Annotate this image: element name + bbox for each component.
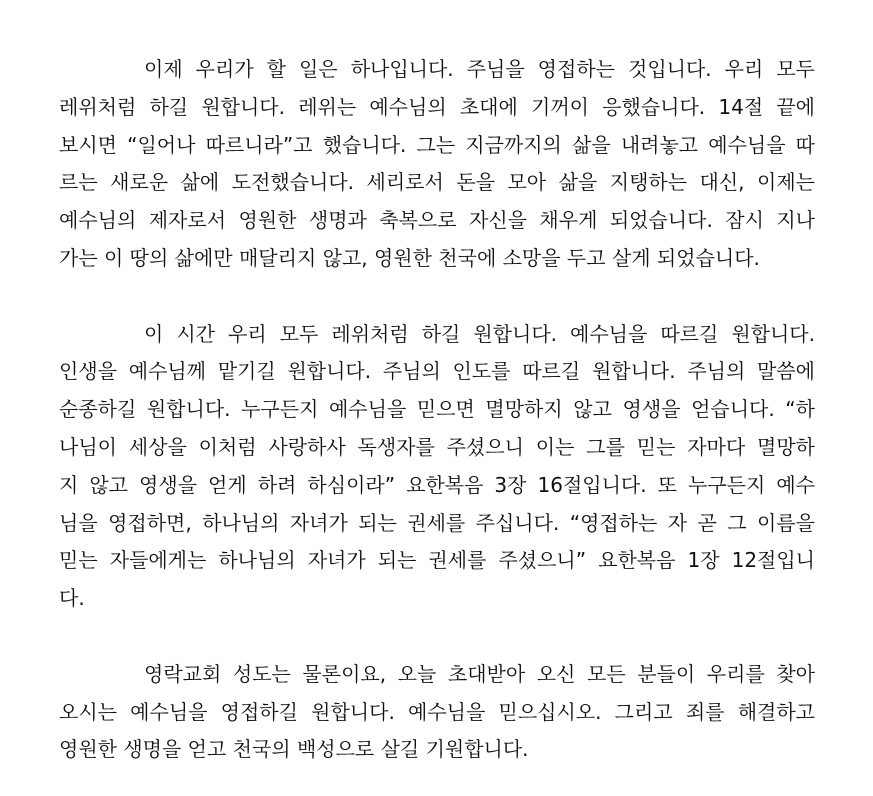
text-line: 가는 이 땅의 삶에만 매달리지 않고, 영원한 천국에 소망을 두고 살게 되었습니다. bbox=[59, 245, 760, 270]
text-line: 레위처럼 하길 원합니다. 레위는 예수님의 초대에 기꺼이 응했습니다. 14절 끝에 bbox=[59, 94, 815, 119]
text-line: 이 시간 우리 모두 레위처럼 하길 원합니다. 예수님을 따르길 원합니다. bbox=[144, 321, 815, 346]
text-line: 영락교회 성도는 물론이요, 오늘 초대받아 오신 모든 분들이 우리를 찾아 bbox=[144, 661, 815, 686]
paragraph-gap bbox=[59, 618, 815, 656]
text-line: 영원한 생명을 얻고 천국의 백성으로 살길 기원합니다. bbox=[59, 737, 529, 762]
text-line: 보시면 “일어나 따르니라”고 했습니다. 그는 지금까지의 삶을 내려놓고 예수님을 따 bbox=[59, 132, 815, 157]
text-line: 오시는 예수님을 영접하길 원합니다. 예수님을 믿으십시오. 그리고 죄를 해결하고 bbox=[59, 699, 815, 724]
text-line: 님을 영접하면, 하나님의 자녀가 되는 권세를 주십니다. “영접하는 자 곧 그 이름을 bbox=[59, 510, 815, 535]
text-line: 인생을 예수님께 맡기길 원합니다. 주님의 인도를 따르길 원합니다. 주님의 말씀에 bbox=[59, 359, 815, 384]
paragraph-2 bbox=[59, 316, 815, 618]
text-line: 이제 우리가 할 일은 하나입니다. 주님을 영접하는 것입니다. 우리 모두 bbox=[144, 57, 815, 81]
paragraph-gap bbox=[59, 278, 815, 316]
text-line: 르는 새로운 삶에 도전했습니다. 세리로서 돈을 모아 삶을 지탱하는 대신, 이제는 bbox=[59, 170, 815, 195]
text-line: 지 않고 영생을 얻게 하려 하심이라” 요한복음 3장 16절입니다. 또 누구든지 예수 bbox=[59, 472, 815, 497]
paragraph-3 bbox=[59, 656, 815, 769]
text-line: 다. bbox=[59, 586, 85, 611]
text-line: 나님이 세상을 이처럼 사랑하사 독생자를 주셨으니 이는 그를 믿는 자마다 멸망하 bbox=[59, 434, 815, 459]
text-line: 순종하길 원합니다. 누구든지 예수님을 믿으면 멸망하지 않고 영생을 얻습니다. “하 bbox=[59, 397, 815, 422]
document-page bbox=[59, 51, 815, 769]
text-line: 예수님의 제자로서 영원한 생명과 축복으로 자신을 채우게 되었습니다. 잠시 지나 bbox=[59, 208, 815, 233]
paragraph-1 bbox=[59, 51, 815, 278]
text-line: 믿는 자들에게는 하나님의 자녀가 되는 권세를 주셨으니” 요한복음 1장 12절입니 bbox=[59, 548, 815, 573]
